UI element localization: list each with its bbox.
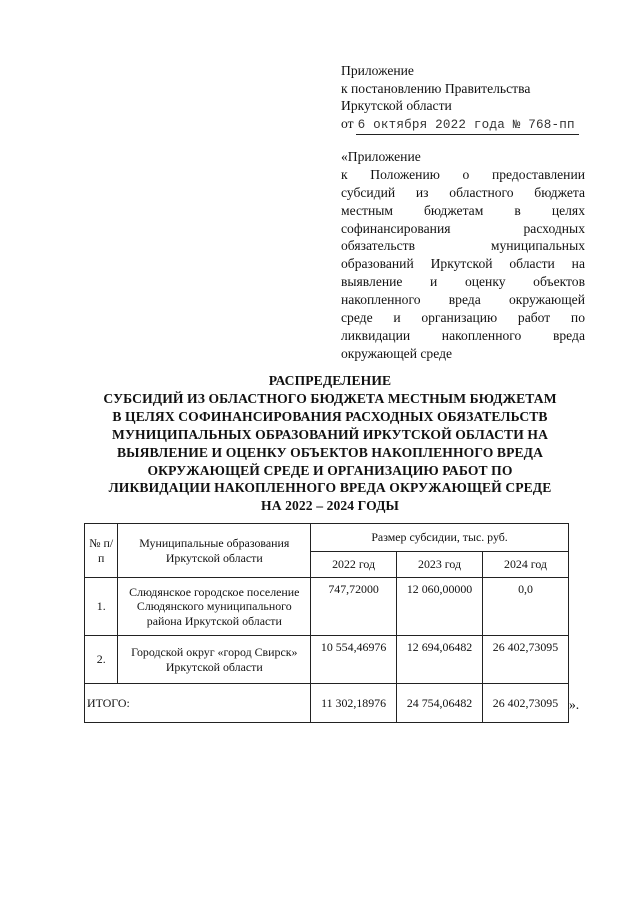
title-line: НА 2022 – 2024 ГОДЫ <box>261 498 399 514</box>
title-line: ВЫЯВЛЕНИЕ И ОЦЕНКУ ОБЪЕКТОВ НАКОПЛЕННОГО ВРЕДА <box>116 444 544 460</box>
title-line: В ЦЕЛЯХ СОФИНАНСИРОВАНИЯ РАСХОДНЫХ ОБЯЗАТЕЛЬСТВ <box>112 408 548 424</box>
title-line: МУНИЦИПАЛЬНЫХ ОБРАЗОВАНИЙ ИРКУТСКОЙ ОБЛАСТИ НА <box>112 426 548 442</box>
row-value-2024: 26 402,73095 <box>483 636 569 684</box>
total-label: ИТОГО: <box>85 684 311 723</box>
table-row <box>85 578 569 636</box>
total-value-2023: 24 754,06482 <box>397 684 483 723</box>
annex-line: среде и организацию работ по <box>341 310 585 326</box>
row-number: 1. <box>85 578 118 636</box>
table-total-row <box>85 684 569 723</box>
row-municipality: Городской округ «город Свирск» Иркутской области <box>118 636 311 684</box>
row-value-2022: 747,72000 <box>311 578 397 636</box>
row-municipality: Слюдянское городское поселение Слюдянского муниципального района Иркутской области <box>118 578 311 636</box>
table-row <box>85 636 569 684</box>
title-line: ЛИКВИДАЦИИ НАКОПЛЕННОГО ВРЕДА ОКРУЖАЮЩЕЙ СРЕДЕ <box>108 480 552 496</box>
title-line: ОКРУЖАЮЩЕЙ СРЕДЕ И ОРГАНИЗАЦИЮ РАБОТ ПО <box>147 462 513 478</box>
resolution-date-stamp: 6 октября 2022 года № 768-пп <box>356 117 579 136</box>
title-line: СУБСИДИЙ ИЗ ОБЛАСТНОГО БЮДЖЕТА МЕСТНЫМ БЮДЖЕТАМ <box>103 390 557 406</box>
row-value-2024: 0,0 <box>483 578 569 636</box>
total-value-2022: 11 302,18976 <box>311 684 397 723</box>
header-year-2022: 2022 год <box>311 552 397 578</box>
header-date-line <box>341 115 591 136</box>
header-number: № п/п <box>85 524 118 578</box>
table-header-row <box>85 524 569 552</box>
annex-line: образований Иркутской области на <box>341 256 585 272</box>
row-value-2023: 12 060,00000 <box>397 578 483 636</box>
annex-line: субсидий из областного бюджета <box>341 184 585 200</box>
closing-quote: ». <box>569 697 580 712</box>
annex-line: обязательств муниципальных <box>341 238 585 254</box>
annex-line: к Положению о предоставлении <box>341 166 585 182</box>
title-line: РАСПРЕДЕЛЕНИЕ <box>268 373 392 388</box>
subsidy-distribution-table <box>84 523 569 723</box>
row-value-2022: 10 554,46976 <box>311 636 397 684</box>
approval-header <box>341 62 591 135</box>
header-region-line: Иркутской области <box>341 98 452 113</box>
annex-line: ликвидации накопленного вреда <box>341 327 585 343</box>
annex-line: местным бюджетам в целях <box>341 202 585 218</box>
header-year-2023: 2023 год <box>397 552 483 578</box>
annex-line: окружающей среде <box>341 345 453 361</box>
header-annex-label: Приложение <box>341 63 414 78</box>
row-number: 2. <box>85 636 118 684</box>
annex-line: «Приложение <box>341 149 421 164</box>
annex-line: софинансирования расходных <box>341 220 585 236</box>
date-prefix: от <box>341 115 354 131</box>
annex-line: выявление и оценку объектов <box>341 274 585 290</box>
header-municipality: Муниципальные образования Иркутской области <box>118 524 311 578</box>
annex-reference <box>341 148 585 363</box>
annex-line: накопленного вреда окружающей <box>341 292 585 308</box>
total-value-2024: 26 402,73095 <box>483 684 569 723</box>
header-resolution-line: к постановлению Правительства <box>341 80 531 96</box>
header-year-2024: 2024 год <box>483 552 569 578</box>
row-value-2023: 12 694,06482 <box>397 636 483 684</box>
header-subsidy-size: Размер субсидии, тыс. руб. <box>311 524 569 552</box>
document-title <box>70 372 590 515</box>
